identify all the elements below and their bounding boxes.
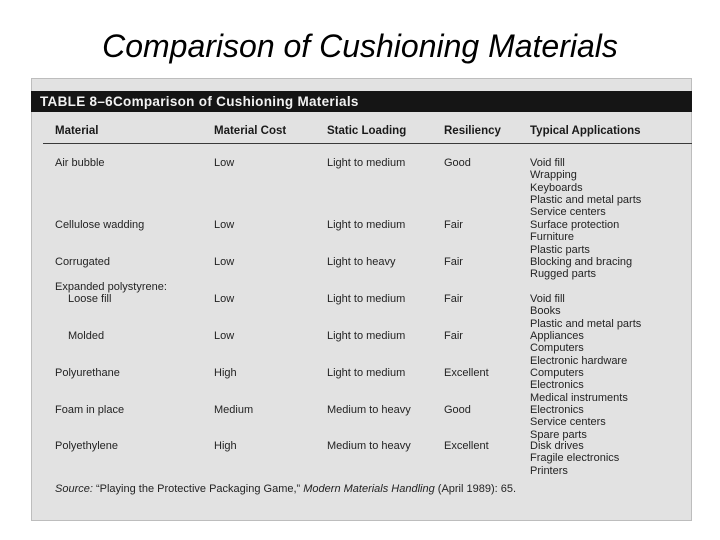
- application-item: Computers: [530, 342, 584, 355]
- cell-loading-cellulose-wadding: Light to medium: [327, 219, 406, 231]
- cell-resiliency-cellulose-wadding: Fair: [444, 219, 463, 231]
- cell-material-foam-in-place: Foam in place: [55, 404, 125, 416]
- application-item: Blocking and bracing: [530, 256, 633, 268]
- cell-applications-foam-in-place: [530, 404, 606, 441]
- column-header-typical-applications: Typical Applications: [530, 125, 641, 137]
- source-text: “Playing the Protective Packaging Game,”: [95, 483, 301, 495]
- source-publication: Modern Materials Handling: [303, 483, 435, 495]
- cell-loading-polyethylene: Medium to heavy: [327, 440, 411, 452]
- cell-cost-corrugated: Low: [214, 256, 235, 268]
- cell-loading-polyurethane: Light to medium: [327, 367, 406, 379]
- application-item: Electronics: [530, 404, 584, 416]
- cell-applications-polyurethane: [530, 367, 628, 404]
- application-item: Service centers: [530, 206, 606, 219]
- column-header-resiliency: Resiliency: [444, 125, 501, 137]
- cell-material-corrugated: Corrugated: [55, 256, 111, 268]
- application-item: Books: [530, 305, 561, 318]
- cell-applications-air-bubble: [530, 157, 641, 218]
- cell-material-molded: Molded: [68, 330, 105, 342]
- cell-applications-polyethylene: [530, 440, 619, 477]
- application-item: Fragile electronics: [530, 452, 620, 465]
- cell-cost-polyurethane: High: [214, 367, 237, 379]
- application-item: Disk drives: [530, 440, 584, 452]
- cell-resiliency-corrugated: Fair: [444, 256, 463, 268]
- application-item: Service centers: [530, 416, 606, 429]
- cell-cost-molded: Low: [214, 330, 235, 342]
- cell-loading-molded: Light to medium: [327, 330, 406, 342]
- cell-material-air-bubble: Air bubble: [55, 157, 105, 169]
- cell-resiliency-loose-fill: Fair: [444, 293, 463, 305]
- table-caption: TABLE 8–6Comparison of Cushioning Materials: [40, 94, 359, 109]
- application-item: Computers: [530, 367, 584, 379]
- source-label: Source:: [55, 483, 93, 495]
- cell-applications-loose-fill: [530, 293, 641, 330]
- application-item: Rugged parts: [530, 268, 597, 281]
- application-item: Medical instruments: [530, 391, 628, 404]
- cell-loading-air-bubble: Light to medium: [327, 157, 406, 169]
- cell-resiliency-polyethylene: Excellent: [444, 440, 489, 452]
- application-item: Keyboards: [530, 181, 583, 194]
- header-divider: [43, 143, 692, 144]
- application-item: Electronics: [530, 379, 584, 392]
- cell-cost-loose-fill: Low: [214, 293, 235, 305]
- application-item: Plastic and metal parts: [530, 193, 642, 206]
- application-item: Wrapping: [530, 169, 577, 182]
- application-item: Appliances: [530, 330, 584, 342]
- cell-loading-loose-fill: Light to medium: [327, 293, 406, 305]
- table-caption-bar: [31, 91, 692, 112]
- cell-material-cellulose-wadding: Cellulose wadding: [55, 219, 145, 231]
- application-item: Plastic and metal parts: [530, 317, 642, 330]
- cell-resiliency-air-bubble: Good: [444, 157, 471, 169]
- application-item: Void fill: [530, 293, 565, 305]
- comparison-table-image: [31, 78, 692, 521]
- cell-resiliency-polyurethane: Excellent: [444, 367, 489, 379]
- cell-loading-corrugated: Light to heavy: [327, 256, 396, 268]
- cell-cost-cellulose-wadding: Low: [214, 219, 235, 231]
- application-item: Printers: [530, 464, 568, 477]
- source-date: (April 1989): 65.: [437, 483, 517, 495]
- column-header-material-cost: Material Cost: [214, 125, 287, 137]
- cell-applications-corrugated: [530, 256, 632, 281]
- cell-applications-molded: [530, 330, 627, 367]
- column-header-material: Material: [55, 125, 99, 137]
- application-item: Surface protection: [530, 219, 620, 231]
- application-item: Furniture: [530, 231, 575, 244]
- cell-cost-foam-in-place: Medium: [214, 404, 254, 416]
- source-note: [55, 483, 516, 495]
- cell-material-polyurethane: Polyurethane: [55, 367, 120, 379]
- application-item: Spare parts: [530, 428, 587, 441]
- application-item: Electronic hardware: [530, 354, 628, 367]
- cell-material-polyethylene: Polyethylene: [55, 440, 118, 452]
- cell-applications-cellulose-wadding: [530, 219, 619, 256]
- cell-loading-foam-in-place: Medium to heavy: [327, 404, 411, 416]
- cell-resiliency-molded: Fair: [444, 330, 463, 342]
- application-item: Plastic parts: [530, 243, 590, 256]
- group-label-expanded-polystyrene: Expanded polystyrene:: [55, 281, 167, 293]
- column-header-static-loading: Static Loading: [327, 125, 407, 137]
- application-item: Void fill: [530, 157, 565, 169]
- slide-title: Comparison of Cushioning Materials: [102, 28, 618, 64]
- cell-cost-polyethylene: High: [214, 440, 237, 452]
- cell-cost-air-bubble: Low: [214, 157, 235, 169]
- cell-material-loose-fill: Loose fill: [68, 293, 112, 305]
- cell-resiliency-foam-in-place: Good: [444, 404, 471, 416]
